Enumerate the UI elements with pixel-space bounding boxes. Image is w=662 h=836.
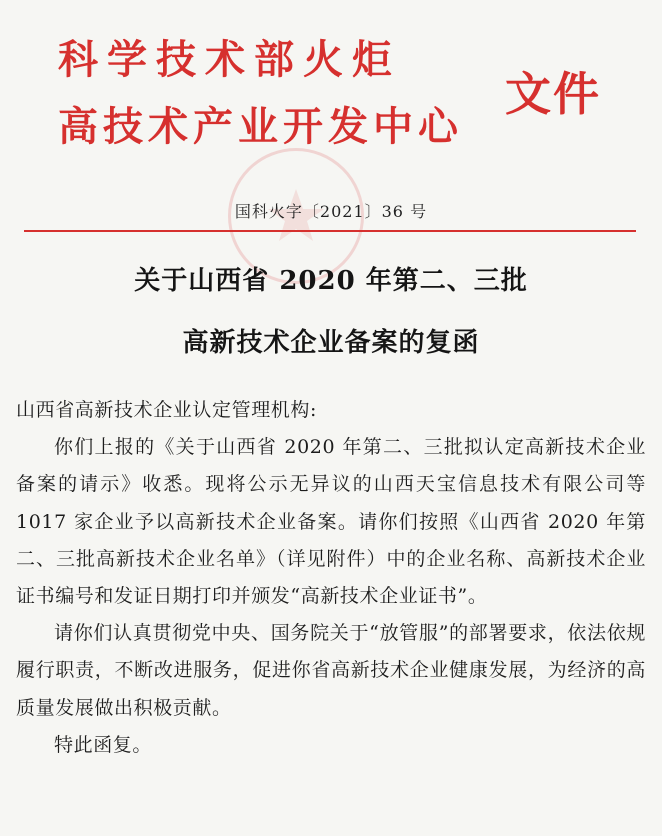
document-title-line1: 关于山西省 2020 年第二、三批 xyxy=(134,266,528,296)
body-paragraph-2: 请你们认真贯彻党中央、国务院关于“放管服”的部署要求，依法依规履行职责，不断改进服务，促进你省高新技术企业健康发展，为经济的高质量发展做出积极贡献。 xyxy=(16,622,646,719)
letterhead-org-line1: 科学技术部火炬 xyxy=(58,36,401,83)
document-title-line2: 高新技术企业备案的复函 xyxy=(182,328,480,358)
closing-remark: 特此函复。 xyxy=(54,733,153,756)
document-body xyxy=(16,392,646,764)
body-paragraph-1: 你们上报的《关于山西省 2020 年第二、三批拟认定高新技术企业备案的请示》收悉。现将公示无异议的山西天宝信息技术有限公司等 1017 家企业予以高新技术企业备案。请你们按照《山西省 2020 年第二、三批高新技术企业名单》（详见附件）中的企业名称、高新技术企业证书编号和发证日期打印并颁发“高新技术企业证书”。 xyxy=(16,436,646,608)
document-number: 国科火字〔2021〕36 号 xyxy=(234,202,428,221)
salutation: 山西省高新技术企业认定管理机构: xyxy=(16,399,318,421)
red-divider xyxy=(24,230,636,232)
letterhead-org-line2: 高技术产业开发中心 xyxy=(58,103,463,150)
letterhead-doc-kind: 文件 xyxy=(505,67,601,121)
